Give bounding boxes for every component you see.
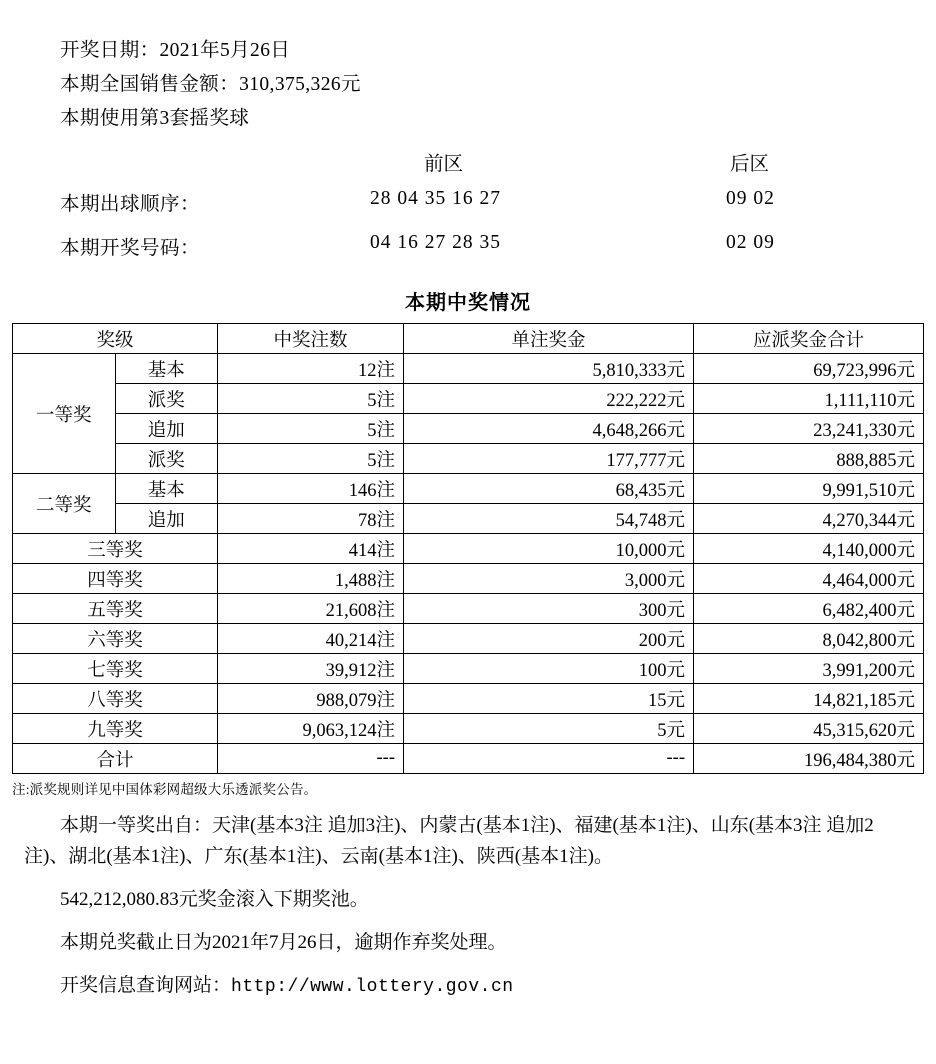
first-prize-origin-paragraph: 本期一等奖出自：天津(基本3注 追加3注)、内蒙古(基本1注)、福建(基本1注)、山东(基本3注 追加2注)、湖北(基本1注)、广东(基本1注)、云南(基本1注)、陕西(基本1注)。: [24, 815, 874, 867]
cell-sub-level: 基本: [115, 354, 218, 384]
table-row: [13, 684, 924, 714]
cell-sub-level: 派奖: [115, 444, 218, 474]
cell-single: 68,435元: [404, 474, 694, 504]
draw-date-line: 开奖日期：2021年5月26日: [60, 40, 291, 61]
cell-count: 414注: [218, 534, 404, 564]
table-row: [13, 474, 924, 504]
cell-single: 200元: [404, 624, 694, 654]
cell-total: 14,821,185元: [694, 684, 924, 714]
cell-total: 3,991,200元: [694, 654, 924, 684]
website-url[interactable]: http://www.lottery.gov.cn: [231, 977, 514, 997]
cell-count: 146注: [218, 474, 404, 504]
cell-level: 六等奖: [13, 624, 218, 654]
cell-single: 15元: [404, 684, 694, 714]
ball-set-line: 本期使用第3套摇奖球: [60, 108, 250, 129]
cell-total: 6,482,400元: [694, 594, 924, 624]
cell-level: 八等奖: [13, 684, 218, 714]
cell-count: 988,079注: [218, 684, 404, 714]
prize-table-title: 本期中奖情况: [405, 292, 531, 314]
table-header-row: [13, 324, 924, 354]
cell-total: 4,270,344元: [694, 504, 924, 534]
draw-order-row: [0, 188, 936, 228]
table-row: [13, 504, 924, 534]
prize-table: [12, 323, 924, 774]
table-row: [13, 744, 924, 774]
cell-total: 45,315,620元: [694, 714, 924, 744]
cell-count: 12注: [218, 354, 404, 384]
cell-single: 10,000元: [404, 534, 694, 564]
cell-single: ---: [404, 744, 694, 774]
cell-total: 4,464,000元: [694, 564, 924, 594]
winning-back-numbers: 02 09: [726, 232, 775, 253]
cell-count: 5注: [218, 384, 404, 414]
table-row: [13, 414, 924, 444]
header-count: 中奖注数: [218, 324, 404, 354]
table-row: [13, 714, 924, 744]
cell-sub-level: 基本: [115, 474, 218, 504]
cell-count: ---: [218, 744, 404, 774]
header-single-prize: 单注奖金: [404, 324, 694, 354]
rollover-paragraph: 542,212,080.83元奖金滚入下期奖池。: [60, 889, 369, 910]
table-row: [13, 564, 924, 594]
table-row: [13, 444, 924, 474]
table-row: [13, 624, 924, 654]
cell-total: 4,140,000元: [694, 534, 924, 564]
website-paragraph: [0, 970, 936, 1003]
cell-level: 五等奖: [13, 594, 218, 624]
cell-single: 5元: [404, 714, 694, 744]
cell-single: 100元: [404, 654, 694, 684]
cell-count: 78注: [218, 504, 404, 534]
cell-count: 9,063,124注: [218, 714, 404, 744]
cell-count: 5注: [218, 414, 404, 444]
cell-single: 222,222元: [404, 384, 694, 414]
winning-numbers-row: [0, 232, 936, 272]
cell-level: 一等奖: [13, 354, 116, 474]
cell-single: 177,777元: [404, 444, 694, 474]
website-label: 开奖信息查询网站：: [60, 975, 232, 996]
table-row: [13, 654, 924, 684]
winning-numbers-label: 本期开奖号码：: [60, 238, 201, 259]
table-footnote: 注:派奖规则详见中国体彩网超级大乐透派奖公告。: [12, 782, 318, 797]
cell-single: 3,000元: [404, 564, 694, 594]
national-sales-line: 本期全国销售金额：310,375,326元: [60, 74, 361, 95]
cell-level: 二等奖: [13, 474, 116, 534]
claim-deadline-text: 本期兑奖截止日为2021年7月26日，逾期作弃奖处理。: [60, 932, 507, 953]
header-level: 奖级: [13, 324, 218, 354]
cell-count: 1,488注: [218, 564, 404, 594]
cell-total: 8,042,800元: [694, 624, 924, 654]
table-row: [13, 594, 924, 624]
table-row: [13, 354, 924, 384]
cell-total: 69,723,996元: [694, 354, 924, 384]
cell-level: 三等奖: [13, 534, 218, 564]
cell-single: 4,648,266元: [404, 414, 694, 444]
cell-total: 23,241,330元: [694, 414, 924, 444]
cell-level: 七等奖: [13, 654, 218, 684]
cell-total: 1,111,110元: [694, 384, 924, 414]
cell-level: 合计: [13, 744, 218, 774]
cell-level: 四等奖: [13, 564, 218, 594]
front-zone-label: 前区: [424, 154, 464, 175]
back-zone-label: 后区: [730, 154, 770, 175]
cell-count: 39,912注: [218, 654, 404, 684]
cell-single: 300元: [404, 594, 694, 624]
claim-deadline-paragraph: [0, 927, 936, 958]
cell-count: 40,214注: [218, 624, 404, 654]
draw-order-front-numbers: 28 04 35 16 27: [370, 188, 501, 209]
cell-total: 888,885元: [694, 444, 924, 474]
cell-total: 9,991,510元: [694, 474, 924, 504]
cell-count: 21,608注: [218, 594, 404, 624]
header-block: [0, 0, 936, 136]
draw-order-label: 本期出球顺序：: [60, 194, 201, 215]
cell-count: 5注: [218, 444, 404, 474]
cell-single: 54,748元: [404, 504, 694, 534]
header-total-prize: 应派奖金合计: [694, 324, 924, 354]
cell-sub-level: 追加: [115, 504, 218, 534]
winning-front-numbers: 04 16 27 28 35: [370, 232, 501, 253]
table-row: [13, 384, 924, 414]
prize-table-body: [13, 354, 924, 774]
zone-header-row: [0, 148, 936, 184]
cell-sub-level: 追加: [115, 414, 218, 444]
cell-sub-level: 派奖: [115, 384, 218, 414]
cell-total: 196,484,380元: [694, 744, 924, 774]
draw-order-back-numbers: 09 02: [726, 188, 775, 209]
cell-level: 九等奖: [13, 714, 218, 744]
cell-single: 5,810,333元: [404, 354, 694, 384]
table-row: [13, 534, 924, 564]
